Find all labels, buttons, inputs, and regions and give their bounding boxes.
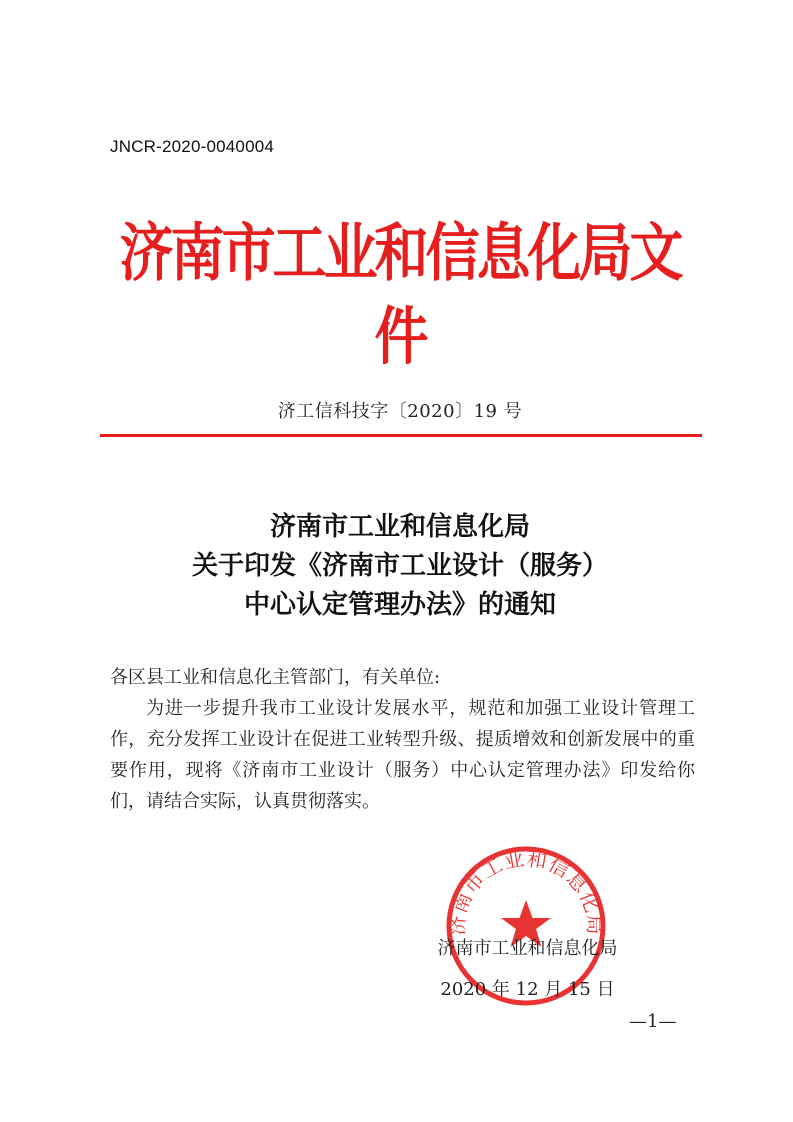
title-line-1: 济南市工业和信息化局: [269, 512, 530, 542]
notice-title: [100, 508, 700, 625]
masthead-title: 济南市工业和信息化局文件: [119, 216, 681, 374]
document-code: JNCR-2020-0040004: [110, 137, 275, 156]
seal-text: 济南市工业和信息化局: [445, 846, 607, 936]
issue-date: 2020 年 12 月 15 日: [440, 979, 615, 1000]
title-line-2: 关于印发《济南市工业设计（服务）: [191, 551, 608, 581]
issue-number: 济工信科技字〔2020〕19 号: [277, 401, 523, 422]
title-line-3: 中心认定管理办法》的通知: [243, 590, 556, 620]
issuer-signature: 济南市工业和信息化局: [437, 938, 618, 959]
page-number: —1—: [629, 1011, 677, 1032]
red-divider-line: [100, 434, 702, 437]
salutation: 各区县工业和信息化主管部门，有关单位:: [110, 667, 441, 688]
body-paragraph: 为进一步提升我市工业设计发展水平，规范和加强工业设计管理工作，充分发挥工业设计在促进工业转型升级、提质增效和创新发展中的重要作用，现将《济南市工业设计（服务）中心认定管理办法》印发给你们，请结合实际，认真贯彻落实。: [110, 698, 695, 812]
